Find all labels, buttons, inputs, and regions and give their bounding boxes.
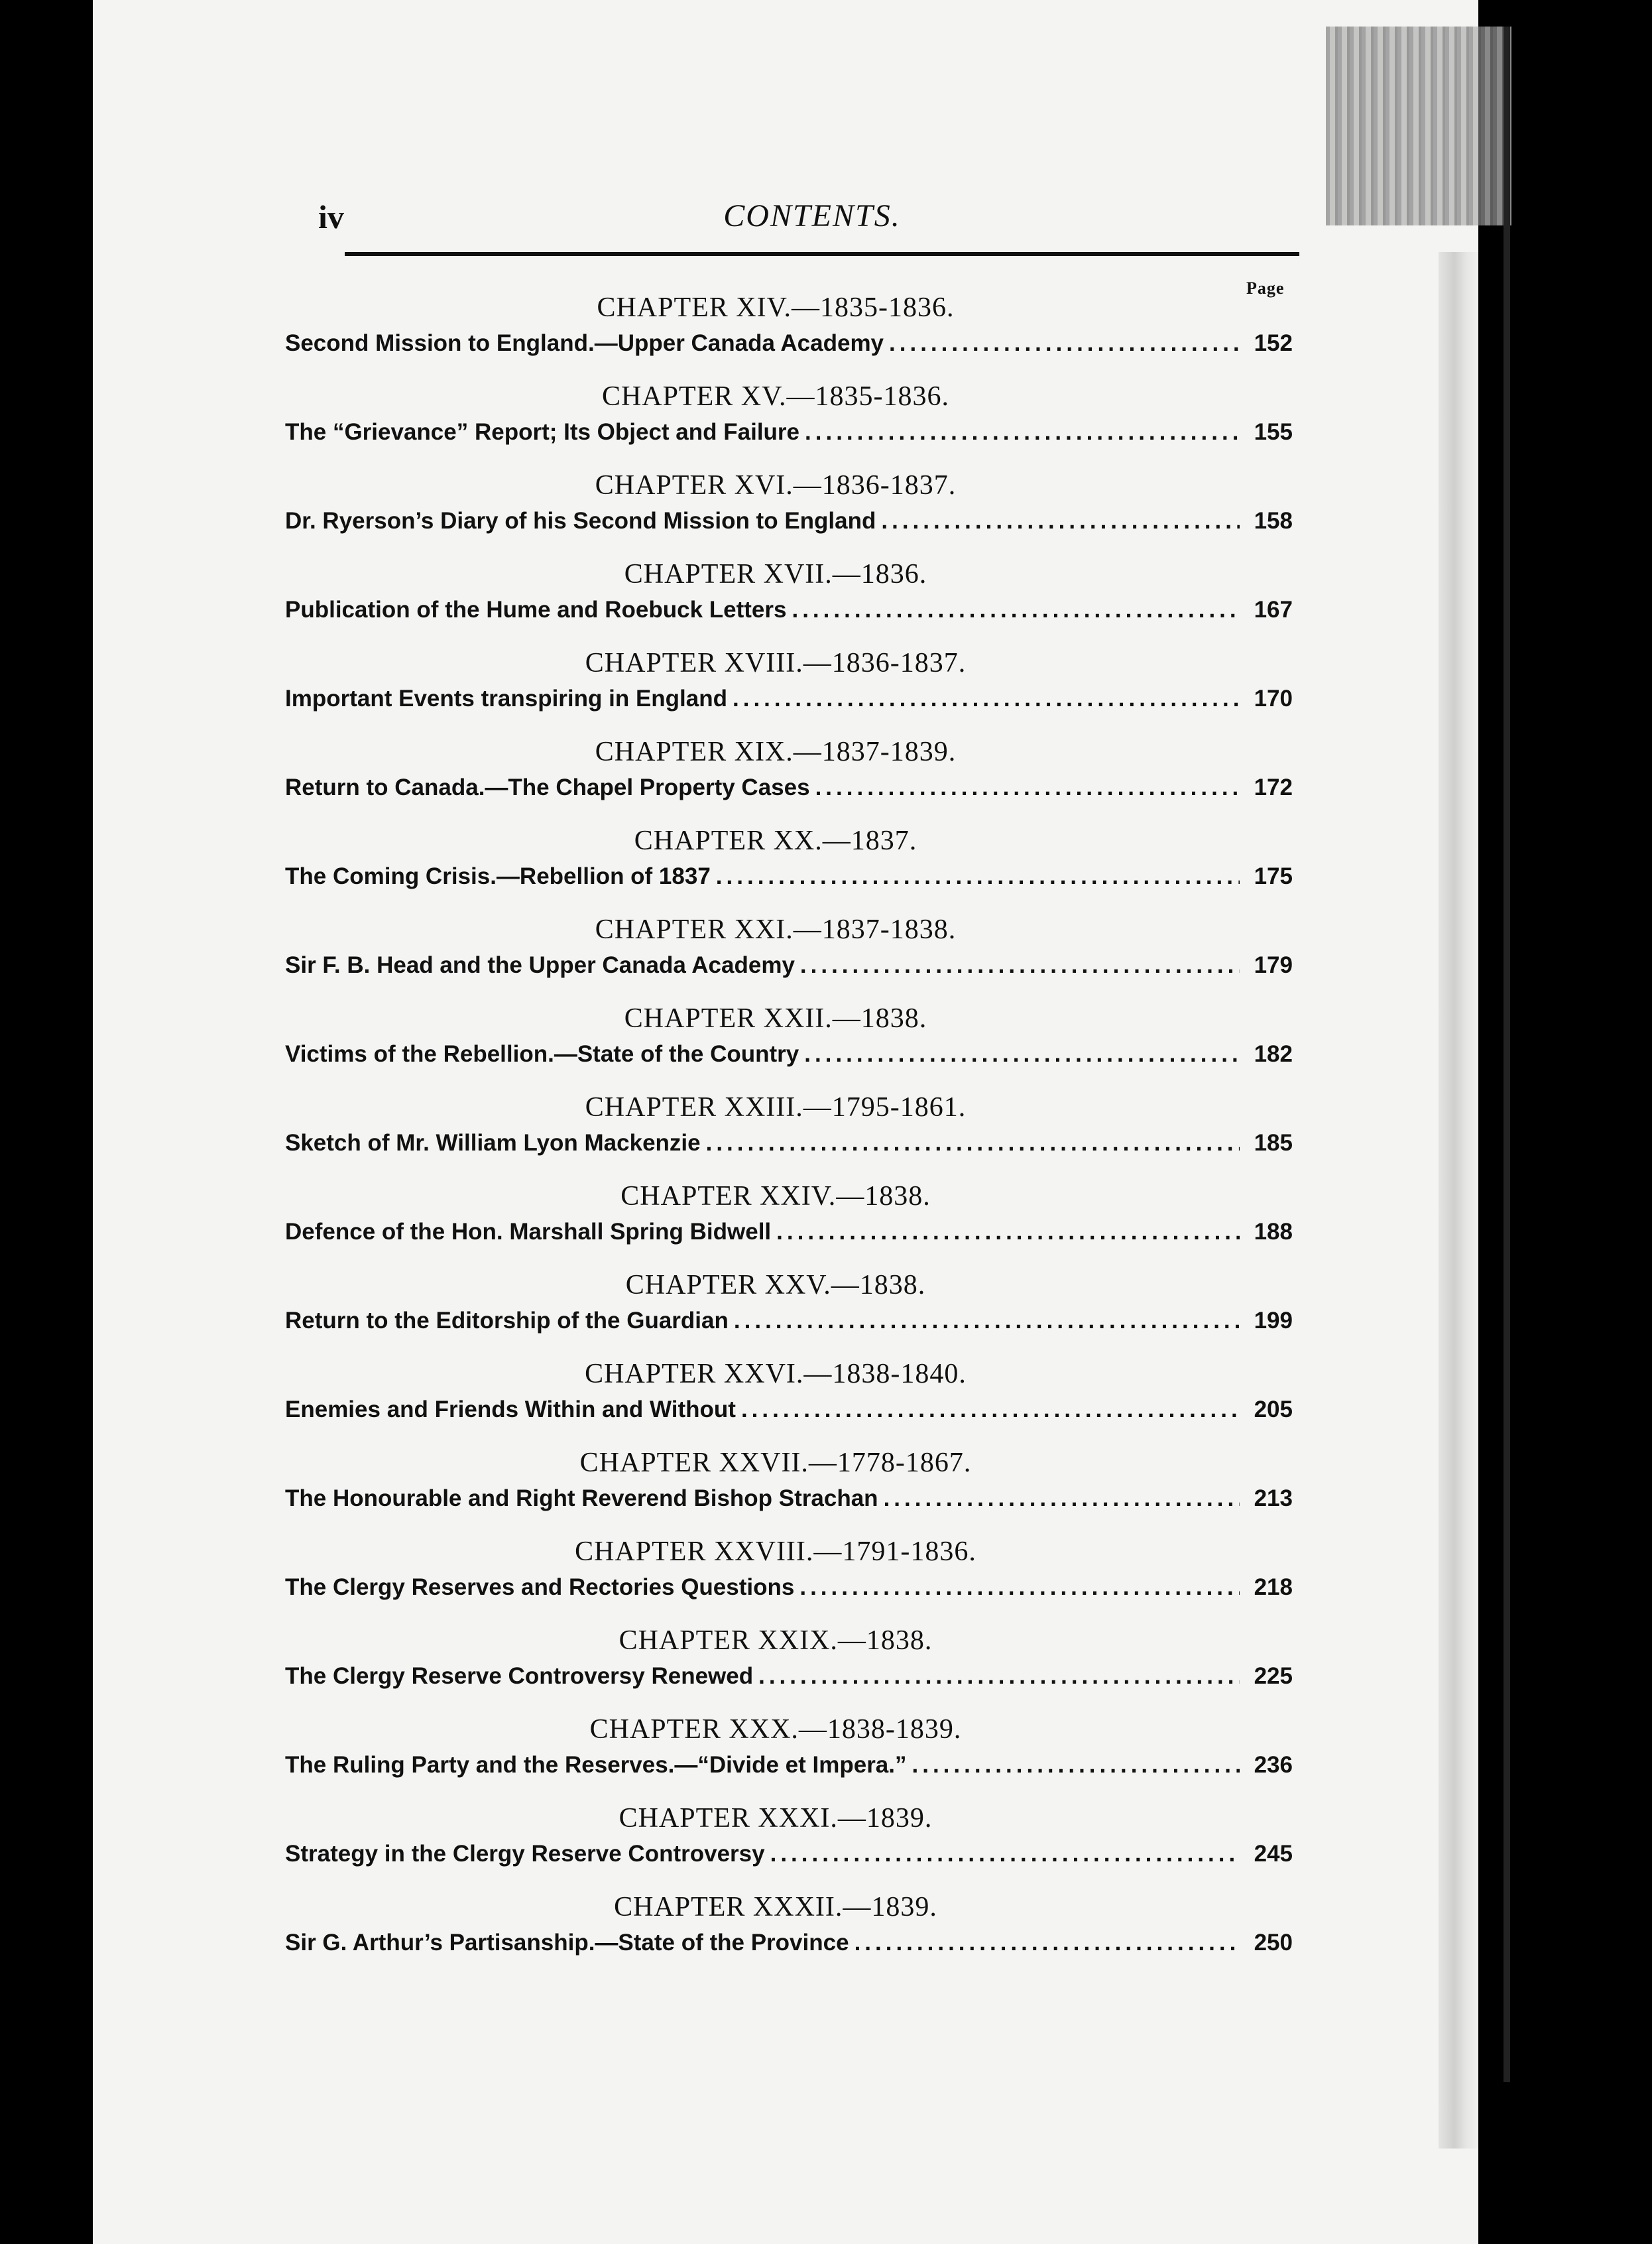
toc-line bbox=[285, 330, 1293, 357]
chapter-heading: CHAPTER XXIX.—1838. bbox=[619, 1625, 933, 1656]
chapter-heading: CHAPTER XXX.—1838-1839. bbox=[589, 1714, 962, 1745]
chapter-title: Return to Canada.—The Chapel Property Cases bbox=[285, 775, 810, 800]
dot-leader bbox=[733, 686, 1240, 712]
chapter-title: Publication of the Hume and Roebuck Letters bbox=[285, 597, 787, 623]
toc-entry bbox=[285, 1891, 1293, 1980]
running-header bbox=[318, 186, 1306, 239]
chapter-page-number: 213 bbox=[1254, 1485, 1293, 1511]
chapter-page-number: 175 bbox=[1254, 863, 1293, 889]
dot-leader bbox=[741, 1397, 1240, 1423]
dot-leader bbox=[758, 1663, 1240, 1690]
page-column-label: Page bbox=[1246, 279, 1285, 298]
chapter-heading: CHAPTER XVII.—1836. bbox=[624, 559, 927, 590]
dot-leader bbox=[734, 1308, 1240, 1334]
chapter-heading: CHAPTER XXXI.—1839. bbox=[619, 1803, 933, 1834]
toc-entry bbox=[285, 736, 1293, 825]
page-number: iv bbox=[318, 198, 344, 235]
toc-entry bbox=[285, 1358, 1293, 1447]
chapter-heading: CHAPTER XXVI.—1838-1840. bbox=[585, 1359, 967, 1389]
toc-entry bbox=[285, 1625, 1293, 1714]
chapter-heading: CHAPTER XXXII.—1839. bbox=[614, 1892, 937, 1922]
chapter-title: Defence of the Hon. Marshall Spring Bidwell bbox=[285, 1219, 772, 1245]
chapter-heading: CHAPTER XXVIII.—1791-1836. bbox=[575, 1536, 976, 1567]
toc-entry bbox=[285, 1180, 1293, 1269]
dot-leader bbox=[912, 1752, 1240, 1778]
toc-entry bbox=[285, 292, 1293, 381]
chapter-page-number: 245 bbox=[1254, 1841, 1293, 1867]
toc-line bbox=[285, 1663, 1293, 1690]
chapter-heading: CHAPTER XXV.—1838. bbox=[625, 1270, 926, 1300]
toc-entry bbox=[285, 1003, 1293, 1091]
toc-line bbox=[285, 1752, 1293, 1778]
toc-line bbox=[285, 1308, 1293, 1334]
chapter-page-number: 170 bbox=[1254, 686, 1293, 712]
chapter-page-number: 236 bbox=[1254, 1752, 1293, 1778]
chapter-page-number: 205 bbox=[1254, 1397, 1293, 1422]
chapter-page-number: 179 bbox=[1254, 952, 1293, 978]
toc-line bbox=[285, 508, 1293, 534]
scan-smudge bbox=[1326, 27, 1511, 225]
toc-entry bbox=[285, 1536, 1293, 1625]
chapter-heading: CHAPTER XVI.—1836-1837. bbox=[595, 470, 957, 501]
toc-line bbox=[285, 775, 1293, 801]
chapter-title: The Coming Crisis.—Rebellion of 1837 bbox=[285, 863, 711, 889]
dot-leader bbox=[770, 1841, 1240, 1867]
dot-leader bbox=[889, 330, 1240, 357]
toc-entry bbox=[285, 914, 1293, 1003]
chapter-title: Victims of the Rebellion.—State of the Country bbox=[285, 1041, 799, 1067]
chapter-title: The Ruling Party and the Reserves.—“Divide et Impera.” bbox=[285, 1752, 907, 1778]
toc-line bbox=[285, 419, 1293, 446]
toc-entry bbox=[285, 1802, 1293, 1891]
dot-leader bbox=[881, 508, 1240, 534]
toc-line bbox=[285, 952, 1293, 979]
page-edge-shadow bbox=[1439, 252, 1478, 2149]
chapter-page-number: 172 bbox=[1254, 775, 1293, 800]
chapter-page-number: 225 bbox=[1254, 1663, 1293, 1689]
toc-line bbox=[285, 686, 1293, 712]
dot-leader bbox=[800, 952, 1240, 979]
toc-line bbox=[285, 863, 1293, 890]
toc-entry bbox=[285, 647, 1293, 736]
toc-line bbox=[285, 1485, 1293, 1512]
dot-leader bbox=[716, 863, 1240, 890]
toc-line bbox=[285, 1219, 1293, 1245]
chapter-heading: CHAPTER XIX.—1837-1839. bbox=[595, 737, 957, 767]
toc-entry bbox=[285, 469, 1293, 558]
chapter-heading: CHAPTER XXI.—1837-1838. bbox=[595, 914, 957, 945]
dot-leader bbox=[776, 1219, 1240, 1245]
toc-line bbox=[285, 1041, 1293, 1068]
dot-leader bbox=[884, 1485, 1240, 1512]
chapter-heading: CHAPTER XX.—1837. bbox=[634, 826, 917, 856]
dot-leader bbox=[804, 1041, 1240, 1068]
chapter-page-number: 185 bbox=[1254, 1130, 1293, 1156]
chapter-heading: CHAPTER XXVII.—1778-1867. bbox=[579, 1448, 972, 1478]
chapter-page-number: 155 bbox=[1254, 419, 1293, 445]
chapter-title: Sir F. B. Head and the Upper Canada Academy bbox=[285, 952, 795, 978]
chapter-title: Second Mission to England.—Upper Canada Academy bbox=[285, 330, 884, 356]
chapter-title: The Honourable and Right Reverend Bishop Strachan bbox=[285, 1485, 878, 1511]
chapter-page-number: 182 bbox=[1254, 1041, 1293, 1067]
chapter-page-number: 218 bbox=[1254, 1574, 1293, 1600]
chapter-title: The Clergy Reserves and Rectories Questions bbox=[285, 1574, 795, 1600]
dot-leader bbox=[815, 775, 1240, 801]
toc-line bbox=[285, 1130, 1293, 1156]
dot-leader bbox=[855, 1930, 1240, 1956]
dot-leader bbox=[792, 597, 1240, 623]
chapter-title: Strategy in the Clergy Reserve Controversy bbox=[285, 1841, 765, 1867]
chapter-heading: CHAPTER XXIV.—1838. bbox=[620, 1181, 931, 1212]
chapter-page-number: 188 bbox=[1254, 1219, 1293, 1245]
toc-entry bbox=[285, 381, 1293, 469]
toc-entry bbox=[285, 825, 1293, 914]
chapter-title: Important Events transpiring in England bbox=[285, 686, 727, 712]
chapter-page-number: 199 bbox=[1254, 1308, 1293, 1334]
toc-entry bbox=[285, 558, 1293, 647]
chapter-page-number: 167 bbox=[1254, 597, 1293, 623]
chapter-title: Dr. Ryerson’s Diary of his Second Mission to England bbox=[285, 508, 876, 534]
dot-leader bbox=[799, 1574, 1240, 1601]
toc-entry bbox=[285, 1714, 1293, 1802]
toc-entry bbox=[285, 1269, 1293, 1358]
chapter-page-number: 250 bbox=[1254, 1930, 1293, 1956]
table-of-contents bbox=[285, 292, 1293, 1980]
toc-line bbox=[285, 1930, 1293, 1956]
toc-line bbox=[285, 1397, 1293, 1423]
chapter-page-number: 158 bbox=[1254, 508, 1293, 534]
chapter-page-number: 152 bbox=[1254, 330, 1293, 356]
toc-entry bbox=[285, 1091, 1293, 1180]
chapter-heading: CHAPTER XVIII.—1836-1837. bbox=[585, 648, 967, 678]
chapter-title: Enemies and Friends Within and Without bbox=[285, 1397, 736, 1422]
toc-line bbox=[285, 1841, 1293, 1867]
header-rule bbox=[345, 252, 1299, 256]
chapter-title: The “Grievance” Report; Its Object and Failure bbox=[285, 419, 800, 445]
chapter-title: Sketch of Mr. William Lyon Mackenzie bbox=[285, 1130, 701, 1156]
chapter-title: The Clergy Reserve Controversy Renewed bbox=[285, 1663, 754, 1689]
toc-line bbox=[285, 597, 1293, 623]
dot-leader bbox=[706, 1130, 1240, 1156]
page-title: CONTENTS. bbox=[723, 198, 901, 233]
toc-line bbox=[285, 1574, 1293, 1601]
dot-leader bbox=[805, 419, 1240, 446]
chapter-heading: CHAPTER XXII.—1838. bbox=[624, 1003, 927, 1034]
page-edge-line bbox=[1504, 27, 1510, 2082]
chapter-title: Sir G. Arthur’s Partisanship.—State of the Province bbox=[285, 1930, 849, 1956]
chapter-heading: CHAPTER XIV.—1835-1836. bbox=[597, 292, 955, 323]
toc-entry bbox=[285, 1447, 1293, 1536]
chapter-title: Return to the Editorship of the Guardian bbox=[285, 1308, 729, 1334]
chapter-heading: CHAPTER XXIII.—1795-1861. bbox=[585, 1092, 967, 1123]
chapter-heading: CHAPTER XV.—1835-1836. bbox=[601, 381, 950, 412]
